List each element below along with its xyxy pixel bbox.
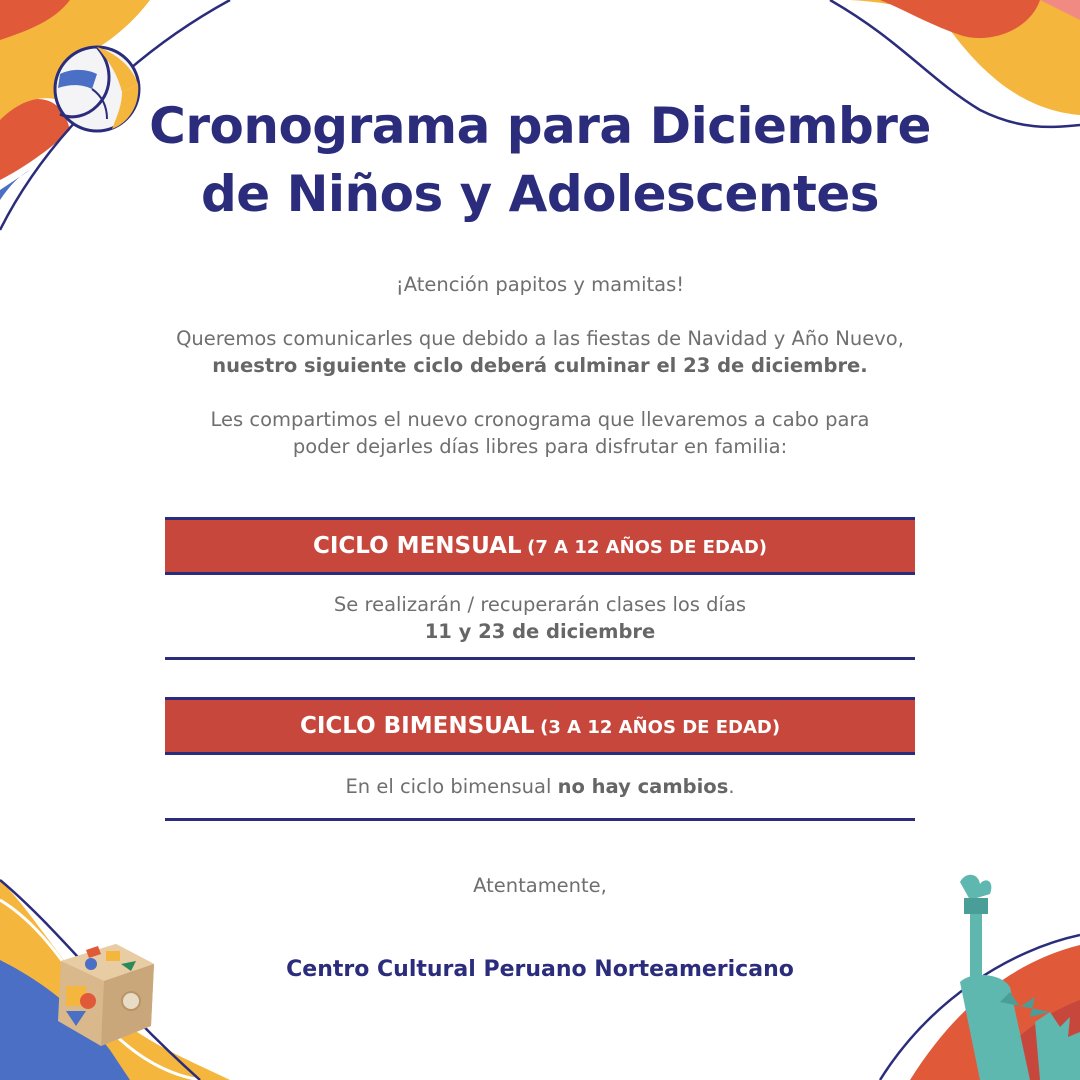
shape-sorter-cube-icon <box>46 936 161 1051</box>
notice-bold: nuestro siguiente ciclo deberá culminar el 23 de diciembre. <box>212 354 868 377</box>
ciclo-mensual-line-1: Se realizarán / recuperarán clases los días <box>333 593 747 616</box>
share-line-2: poder dejarles días libres para disfrutar en familia: <box>292 435 788 458</box>
page-title <box>0 92 1080 228</box>
salutation: Atentamente, <box>473 874 607 897</box>
ciclo-mensual-ages: (7 A 12 AÑOS DE EDAD) <box>527 537 768 558</box>
title-line-2: de Niños y Adolescentes <box>200 165 880 223</box>
ciclo-bimensual-lead: En el ciclo bimensual <box>345 775 558 798</box>
divider <box>165 657 915 660</box>
divider <box>165 818 915 821</box>
ciclo-mensual-name: CICLO MENSUAL <box>312 533 522 559</box>
notice-lead: Queremos comunicarles que debido a las fiestas de Navidad y Año Nuevo, <box>176 327 904 350</box>
ciclo-bimensual-header <box>165 697 915 755</box>
ciclo-bimensual-name: CICLO BIMENSUAL <box>299 713 535 739</box>
share-line-1: Les compartimos el nuevo cronograma que llevaremos a cabo para <box>210 408 870 431</box>
share-paragraph <box>140 406 940 460</box>
ciclo-bimensual-tail: . <box>728 775 735 798</box>
ciclo-mensual-dates: 11 y 23 de diciembre <box>424 620 656 643</box>
ciclo-bimensual-ages: (3 A 12 AÑOS DE EDAD) <box>540 717 781 738</box>
greeting-text: ¡Atención papitos y mamitas! <box>395 273 685 296</box>
title-line-1: Cronograma para Diciembre <box>149 97 931 155</box>
ciclo-bimensual-bold: no hay cambios <box>557 775 729 798</box>
notice-paragraph <box>140 325 940 379</box>
ciclo-mensual-text <box>140 591 940 645</box>
organization-name: Centro Cultural Peruano Norteamericano <box>286 957 794 982</box>
ciclo-bimensual-text <box>140 773 940 800</box>
ciclo-mensual-header <box>165 517 915 575</box>
